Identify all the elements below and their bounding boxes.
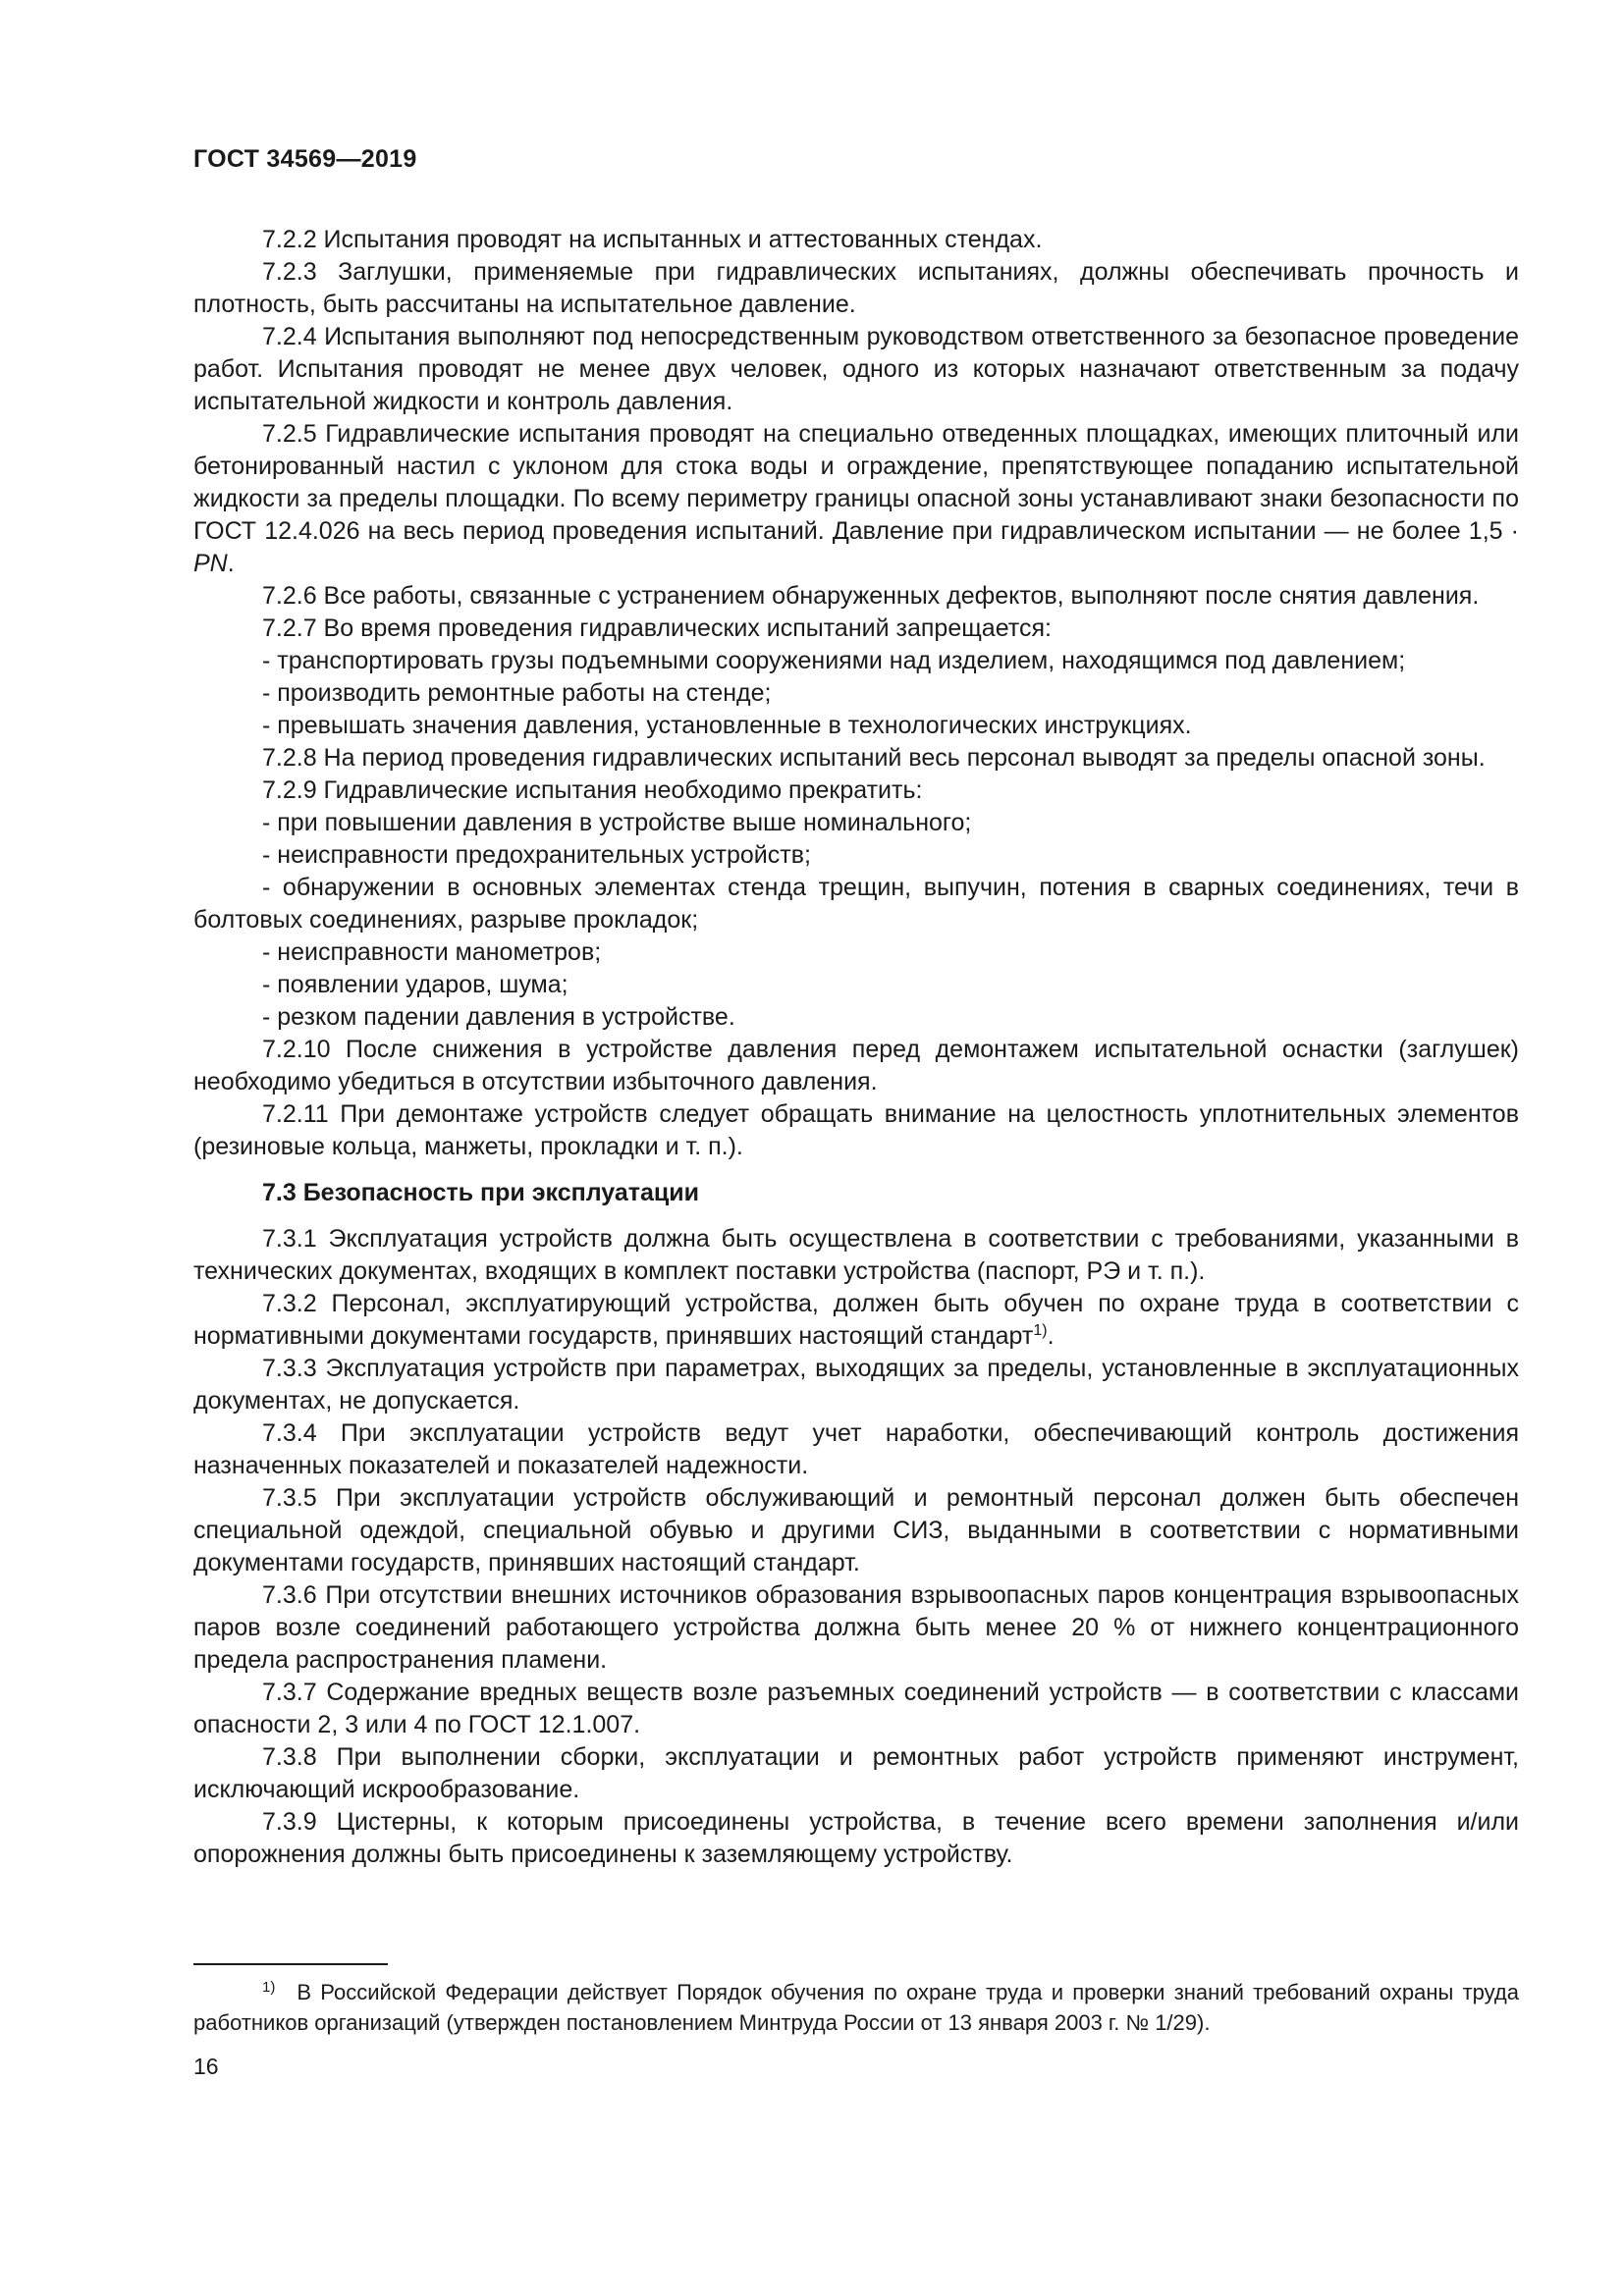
list-item: - производить ремонтные работы на стенде;: [262, 679, 772, 707]
clause-7-3-4: 7.3.4 При эксплуатации устройств ведут учет наработки, обеспечивающий контроль достижения назначенных показателей и показателей надежности.: [193, 1419, 1519, 1479]
clause-7-2-9: 7.2.9 Гидравлические испытания необходимо прекратить:: [262, 776, 923, 804]
list-item: - неисправности манометров;: [262, 938, 602, 966]
list-item: - появлении ударов, шума;: [262, 971, 568, 998]
clause-7-3-7: 7.3.7 Содержание вредных веществ возле разъемных соединений устройств — в соответствии с классами опасности 2, 3 или 4 по ГОСТ 12.1.007.: [193, 1679, 1519, 1738]
list-item: - при повышении давления в устройстве выше номинального;: [262, 809, 972, 836]
footnote: [193, 1977, 1519, 2038]
clause-7-2-5-end: .: [227, 550, 235, 577]
clause-7-3-5: 7.3.5 При эксплуатации устройств обслуживающий и ремонтный персонал должен быть обеспечен специальной одеждой, специальной обувью и другими СИЗ, выданными в соответствии с нормативными документами государств, принявших настоящий стандарт.: [193, 1484, 1519, 1576]
clause-7-3-3: 7.3.3 Эксплуатация устройств при параметрах, выходящих за пределы, установленные в эксплуатационных документах, не допускается.: [193, 1355, 1519, 1415]
clause-7-2-2: 7.2.2 Испытания проводят на испытанных и аттестованных стендах.: [262, 226, 1043, 253]
list-item: - превышать значения давления, установленные в технологических инструкциях.: [262, 712, 1192, 739]
clause-7-3-2-text: 7.3.2 Персонал, эксплуатирующий устройства, должен быть обучен по охране труда в соответствии с нормативными документами государств, принявших настоящий стандарт: [193, 1290, 1519, 1350]
footnote-reference: 1): [1033, 1322, 1048, 1339]
clause-7-2-6: 7.2.6 Все работы, связанные с устранением обнаруженных дефектов, выполняют после снятия давления.: [262, 582, 1480, 610]
clause-7-2-11: 7.2.11 При демонтаже устройств следует обращать внимание на целостность уплотнительных элементов (резиновые кольца, манжеты, прокладки и т. п.).: [193, 1100, 1519, 1160]
clause-7-2-3: 7.2.3 Заглушки, применяемые при гидравлических испытаниях, должны обеспечивать прочность и плотность, быть рассчитаны на испытательное давление.: [193, 258, 1519, 318]
clause-7-2-5: [193, 418, 1519, 580]
page-number: 16: [193, 2054, 219, 2079]
clause-7-2-10: 7.2.10 После снижения в устройстве давления перед демонтажем испытательной оснастки (заглушек) необходимо убедиться в отсутствии избыточного давления.: [193, 1036, 1519, 1095]
list-item: - резком падении давления в устройстве.: [262, 1003, 735, 1031]
clause-7-2-5-text: 7.2.5 Гидравлические испытания проводят на специально отведенных площадках, имеющих плиточный или бетонированный настил с уклоном для стока воды и ограждение, препятствующее попаданию испытательной жидкости за пределы площадки. По всему периметру границы опасной зоны устанавливают знаки безопасности по ГОСТ 12.4.026 на весь период проведения испытаний. Давление при гидравлическом испытании — не более 1,5 ·: [193, 420, 1519, 545]
document-id-header: ГОСТ 34569—2019: [193, 145, 417, 173]
list-item: - обнаружении в основных элементах стенда трещин, выпучин, потения в сварных соединениях, течи в болтовых соединениях, разрыве прокладок;: [193, 874, 1519, 934]
clause-7-3-2-end: .: [1047, 1322, 1055, 1350]
section-title-7-3: 7.3 Безопасность при эксплуатации: [262, 1179, 700, 1206]
footnote-divider: [193, 1963, 388, 1965]
document-body: [193, 224, 1519, 1871]
clause-7-3-8: 7.3.8 При выполнении сборки, эксплуатации и ремонтных работ устройств применяют инструмент, исключающий искрообразование.: [193, 1743, 1519, 1803]
clause-7-3-6: 7.3.6 При отсутствии внешних источников образования взрывоопасных паров концентрация взрывоопасных паров возле соединений работающего устройства должна быть менее 20 % от нижнего концентрационного предела распространения пламени.: [193, 1581, 1519, 1674]
clause-7-3-9: 7.3.9 Цистерны, к которым присоединены устройства, в течение всего времени заполнения и/или опорожнения должны быть присоединены к заземляющему устройству.: [193, 1808, 1519, 1868]
footnote-marker: 1): [262, 1979, 276, 1996]
clause-7-3-1: 7.3.1 Эксплуатация устройств должна быть осуществлена в соответствии с требованиями, указанными в технических документах, входящих в комплект поставки устройства (паспорт, РЭ и т. п.).: [193, 1225, 1519, 1285]
list-item: - неисправности предохранительных устройств;: [262, 841, 811, 869]
list-item: - транспортировать грузы подъемными сооружениями над изделием, находящимся под давлением;: [262, 647, 1406, 674]
clause-7-2-8: 7.2.8 На период проведения гидравлических испытаний весь персонал выводят за пределы опасной зоны.: [262, 744, 1486, 772]
clause-7-3-2: [193, 1288, 1519, 1353]
nominal-pressure-symbol: PN: [193, 550, 228, 577]
footnote-text: В Российской Федерации действует Порядок обучения по охране труда и проверки знаний требований охраны труда работников организаций (утвержден постановлением Минтруда России от 13 января 2003 г. № 1/29).: [193, 1980, 1519, 2035]
clause-7-2-7: 7.2.7 Во время проведения гидравлических испытаний запрещается:: [262, 614, 1052, 642]
clause-7-2-4: 7.2.4 Испытания выполняют под непосредственным руководством ответственного за безопасное проведение работ. Испытания проводят не менее двух человек, одного из которых назначают ответственным за подачу испытательной жидкости и контроль давления.: [193, 323, 1519, 415]
